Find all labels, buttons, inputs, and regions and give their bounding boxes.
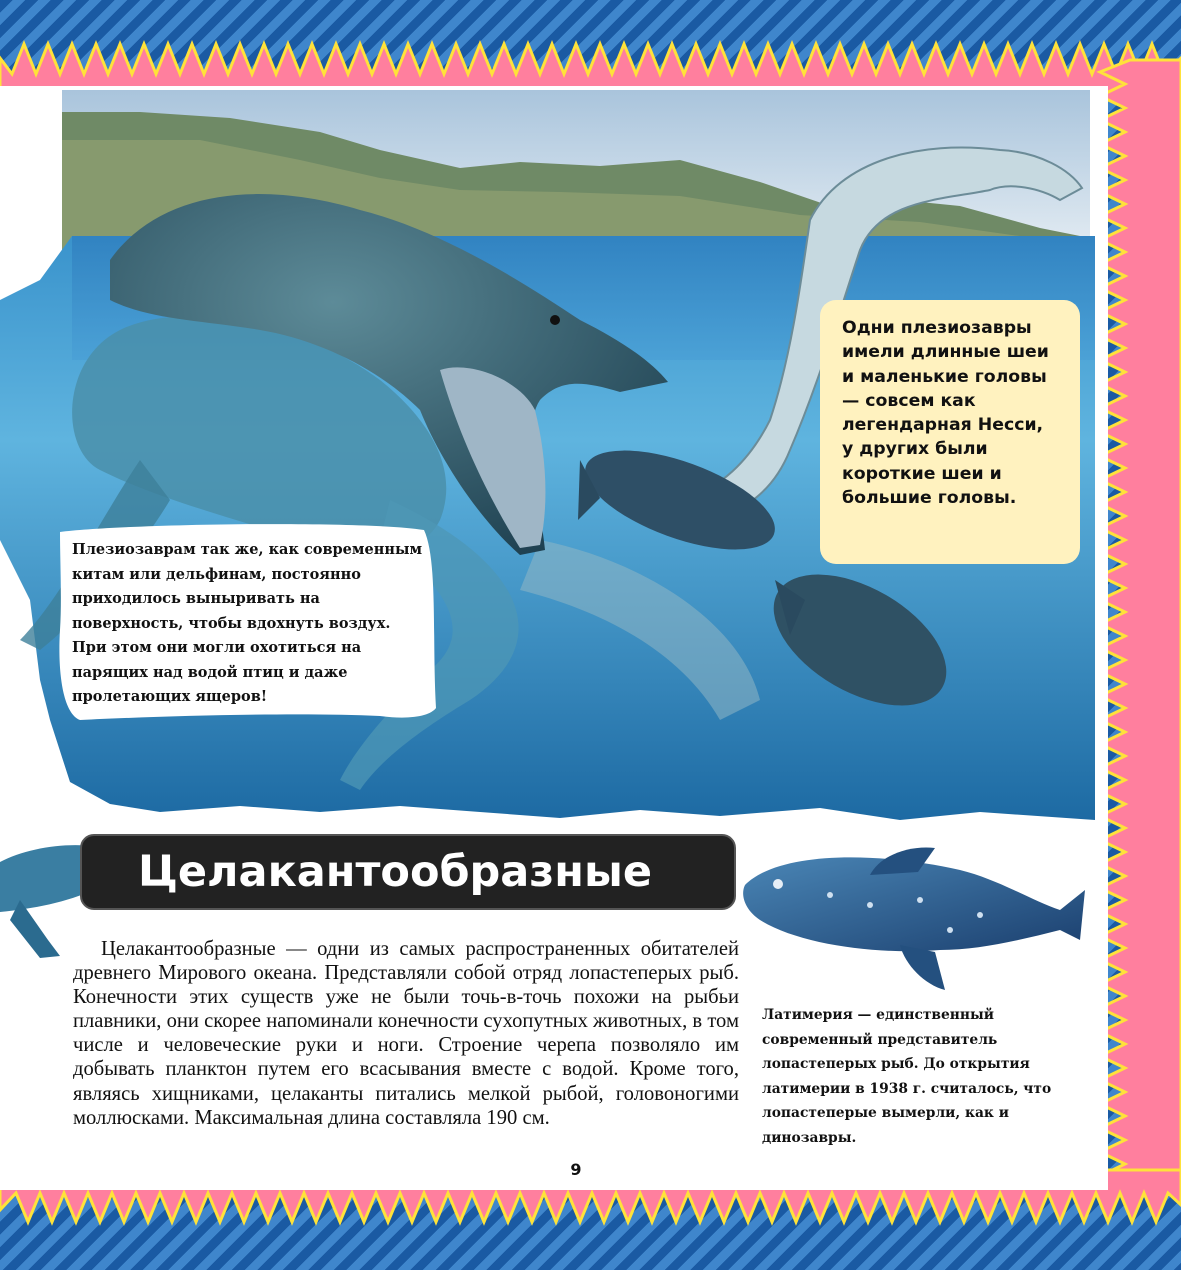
section-body: Целакантообразные — одни из самых распространенных обитателей древнего Мирового океана. Представляли собой отряд лопастеперых рыб. Конечности этих существ уже не были точь-в-точь похожи на рыбьи плавники, они скорее напоминали конечности сухопутных животных, в том числе и человеческие руки и ноги. Строение черепа позволяло им добывать планктон путем его всасывания вместе с водой. Кроме того, являясь хищниками, целаканты питались мелкой рыбой, головоногими моллюсками. Максимальная длина составляла 190 см.: [73, 938, 739, 1129]
right-zigzag-border: [1100, 60, 1181, 1176]
latimeria-caption: Латимерия — единственный современный представитель лопастеперых рыб. До открытия латимерии в 1938 г. считалось, что лопастеперые вымерли, как и динозавры.: [762, 1007, 1052, 1146]
page-number: 9: [570, 1160, 582, 1179]
info-box-text: Одни плезиозавры имели длинные шеи и маленькие головы — совсем как легендарная Несси, у других были короткие шеи и большие головы.: [842, 318, 1049, 509]
bubble-text: Плезиозаврам так же, как современным китам или дельфинам, постоянно приходилось выныривать на поверхность, чтобы вдохнуть воздух. При этом они могли охотиться на парящих над водой птиц и даже пролетающих ящеров!: [72, 541, 423, 705]
section-title-bar: [80, 834, 736, 910]
section-title: Целакантообразные: [138, 847, 653, 897]
